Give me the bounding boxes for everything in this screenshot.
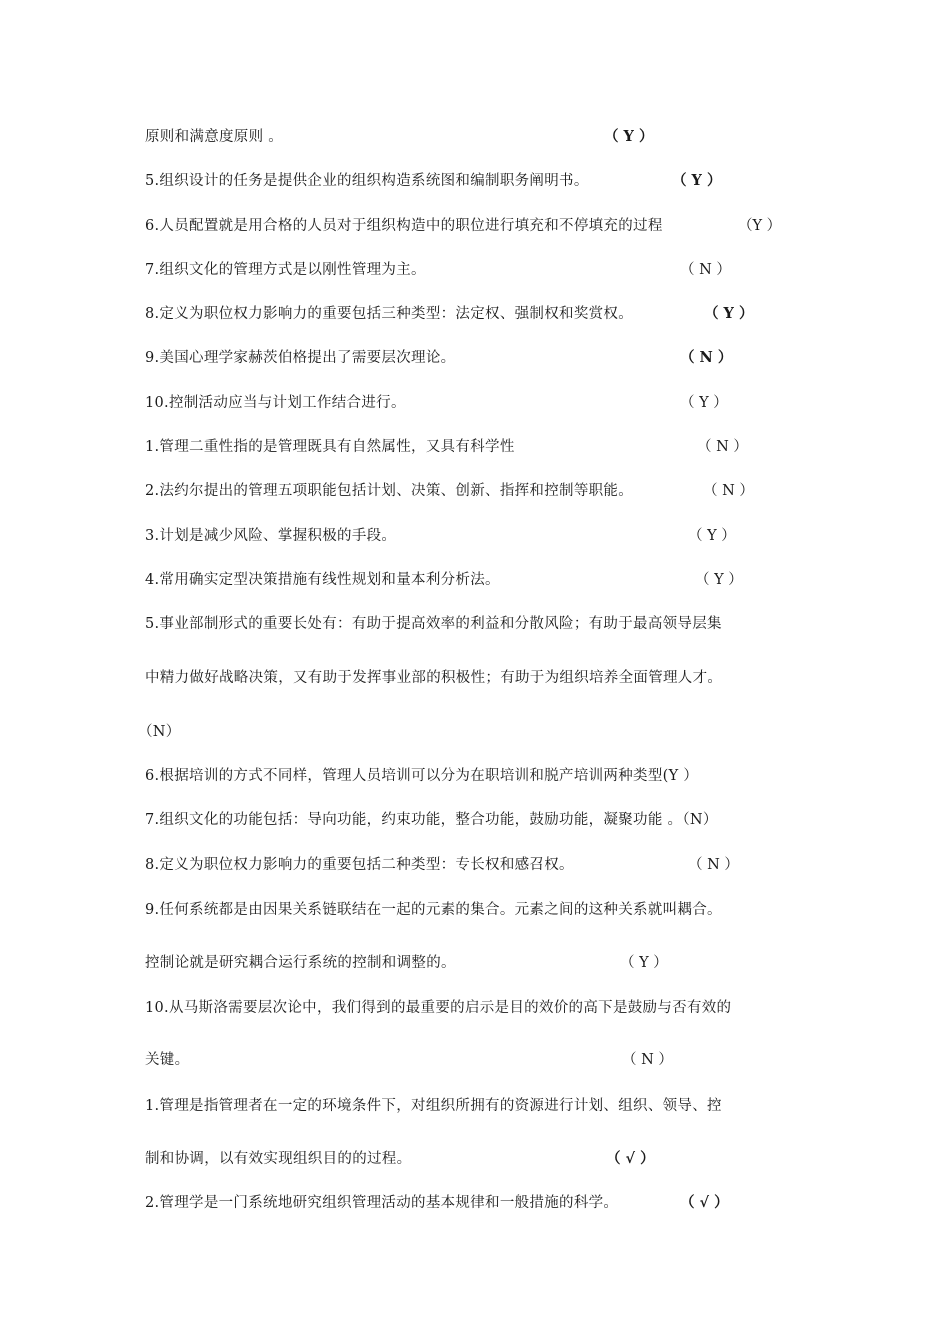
answer-mark: （ Y ） <box>604 128 654 145</box>
text-line: 5.组织设计的任务是提供企业的组织构造系统图和编制职务阐明书。 <box>145 173 589 189</box>
text-line: 2.法约尔提出的管理五项职能包括计划、决策、创新、指挥和控制等职能。 <box>145 483 634 499</box>
answer-mark: （ N ） <box>688 857 739 873</box>
answer-mark: （ √ ） <box>680 1194 729 1211</box>
answer-mark: （ N ） <box>703 483 754 499</box>
answer-mark: （ √ ） <box>606 1150 655 1167</box>
answer-mark: （ Y ） <box>620 955 668 971</box>
text-line: 控制论就是研究耦合运行系统的控制和调整的。 <box>145 955 456 971</box>
answer-mark: （ Y ） <box>695 572 743 588</box>
text-line: 8.定义为职位权力影响力的重要包括三种类型：法定权、强制权和奖赏权。 <box>145 306 634 322</box>
answer-mark: （Y ） <box>738 218 782 234</box>
text-line: 6.根据培训的方式不同样，管理人员培训可以分为在职培训和脱产培训两种类型(Y ） <box>145 768 699 784</box>
text-line: 原则和满意度原则 。 <box>145 129 284 145</box>
text-line: 2.管理学是一门系统地研究组织管理活动的基本规律和一般措施的科学。 <box>145 1195 619 1211</box>
answer-mark: （ N ） <box>622 1052 673 1068</box>
text-line: 1.管理二重性指的是管理既具有自然属性，又具有科学性 <box>145 439 515 455</box>
text-line: 5.事业部制形式的重要长处有：有助于提高效率的利益和分散风险；有助于最高领导层集 <box>145 616 722 632</box>
answer-mark: （ Y ） <box>680 395 728 411</box>
text-line: 4.常用确实定型决策措施有线性规划和量本利分析法。 <box>145 572 500 588</box>
answer-mark: （ N ） <box>680 262 731 278</box>
answer-mark: （ Y ） <box>704 305 754 322</box>
text-line: 10.从马斯洛需要层次论中，我们得到的最重要的启示是目的效价的高下是鼓励与否有效的 <box>145 1000 732 1016</box>
text-line: 7.组织文化的功能包括：导向功能，约束功能，整合功能，鼓励功能，凝聚功能 。（N） <box>145 812 718 828</box>
text-line: 中精力做好战略决策，又有助于发挥事业部的积极性；有助于为组织培养全面管理人才。 <box>145 670 723 686</box>
text-line: 3.计划是减少风险、掌握积极的手段。 <box>145 528 397 544</box>
answer-mark: （ Y ） <box>672 172 722 189</box>
text-line: 7.组织文化的管理方式是以刚性管理为主。 <box>145 262 426 278</box>
answer-mark: （ Y ） <box>688 528 736 544</box>
text-line: 关键。 <box>145 1052 190 1068</box>
answer-mark: （ N ） <box>697 439 748 455</box>
text-line: 1.管理是指管理者在一定的环境条件下，对组织所拥有的资源进行计划、组织、领导、控 <box>145 1098 722 1114</box>
text-line: 8.定义为职位权力影响力的重要包括二种类型：专长权和感召权。 <box>145 857 574 873</box>
text-line: 10.控制活动应当与计划工作结合进行。 <box>145 395 406 411</box>
text-line: 9.美国心理学家赫茨伯格提出了需要层次理论。 <box>145 350 456 366</box>
text-line: 6.人员配置就是用合格的人员对于组织构造中的职位进行填充和不停填充的过程 <box>145 218 663 234</box>
answer-mark: （ N ） <box>680 349 733 366</box>
text-line: 9.任何系统都是由因果关系链联结在一起的元素的集合。元素之间的这种关系就叫耦合。 <box>145 902 722 918</box>
text-line: 制和协调，以有效实现组织目的的过程。 <box>145 1151 412 1167</box>
answer-mark-line: （N） <box>138 724 181 740</box>
